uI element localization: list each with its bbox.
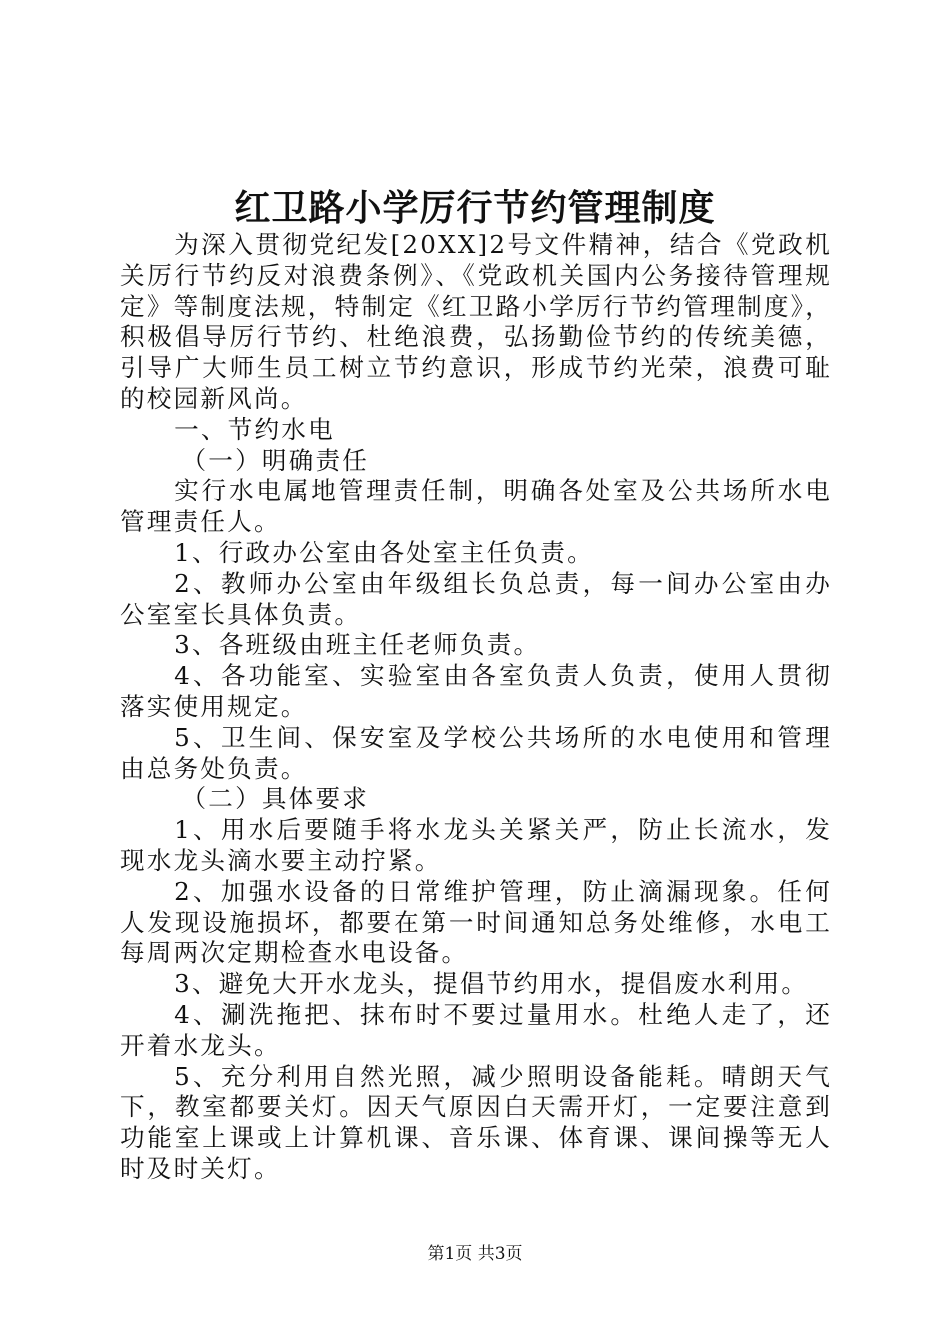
list-item-teacher-office: 2、教师办公室由年级组长负总责，每一间办公室由办公室室长具体负责。 xyxy=(120,568,832,629)
document-body xyxy=(120,230,832,1185)
list-item-mop: 4、涮洗拖把、抹布时不要过量用水。杜绝人走了，还开着水龙头。 xyxy=(120,999,832,1060)
list-item-lighting: 5、充分利用自然光照，减少照明设备能耗。晴朗天气下，教室都要关灯。因天气原因白天需开灯，一定要注意到功能室上课或上计算机课、音乐课、体育课、课间操等无人时及时关灯。 xyxy=(120,1061,832,1183)
list-item-admin-office: 1、行政办公室由各处室主任负责。 xyxy=(174,537,594,567)
list-item-maintenance: 2、加强水设备的日常维护管理，防止滴漏现象。任何人发现设施损坏，都要在第一时间通知总务处维修，水电工每周两次定期检查水电设备。 xyxy=(120,876,832,968)
list-item-faucet: 1、用水后要随手将水龙头关紧关严，防止长流水，发现水龙头滴水要主动拧紧。 xyxy=(120,815,832,875)
list-item-save-water: 3、避免大开水龙头，提倡节约用水，提倡废水利用。 xyxy=(174,969,809,999)
section-heading-water-electricity: 一、节约水电 xyxy=(174,414,335,444)
subsection-heading-requirements: （二）具体要求 xyxy=(181,784,370,814)
paragraph-intro: 为深入贯彻党纪发[20XX]2号文件精神，结合《党政机关厉行节约反对浪费条例》、《党政机关国内公务接待管理规定》等制度法规，特制定《红卫路小学厉行节约管理制度》，积极倡导厉行节约、杜绝浪费，弘扬勤俭节约的传统美德，引导广大师生员工树立节约意识，形成节约光荣，浪费可耻的校园新风尚。 xyxy=(120,230,832,413)
list-item-public-areas: 5、卫生间、保安室及学校公共场所的水电使用和管理由总务处负责。 xyxy=(120,722,832,783)
paragraph-responsibility-system: 实行水电属地管理责任制，明确各处室及公共场所水电管理责任人。 xyxy=(120,476,832,537)
list-item-classes: 3、各班级由班主任老师负责。 xyxy=(174,630,541,660)
subsection-heading-responsibility: （一）明确责任 xyxy=(181,445,370,475)
list-item-function-rooms: 4、各功能室、实验室由各室负责人负责，使用人贯彻落实使用规定。 xyxy=(120,661,832,721)
page-number: 第1页 共3页 xyxy=(427,1244,523,1264)
document-title: 红卫路小学厉行节约管理制度 xyxy=(234,187,716,229)
